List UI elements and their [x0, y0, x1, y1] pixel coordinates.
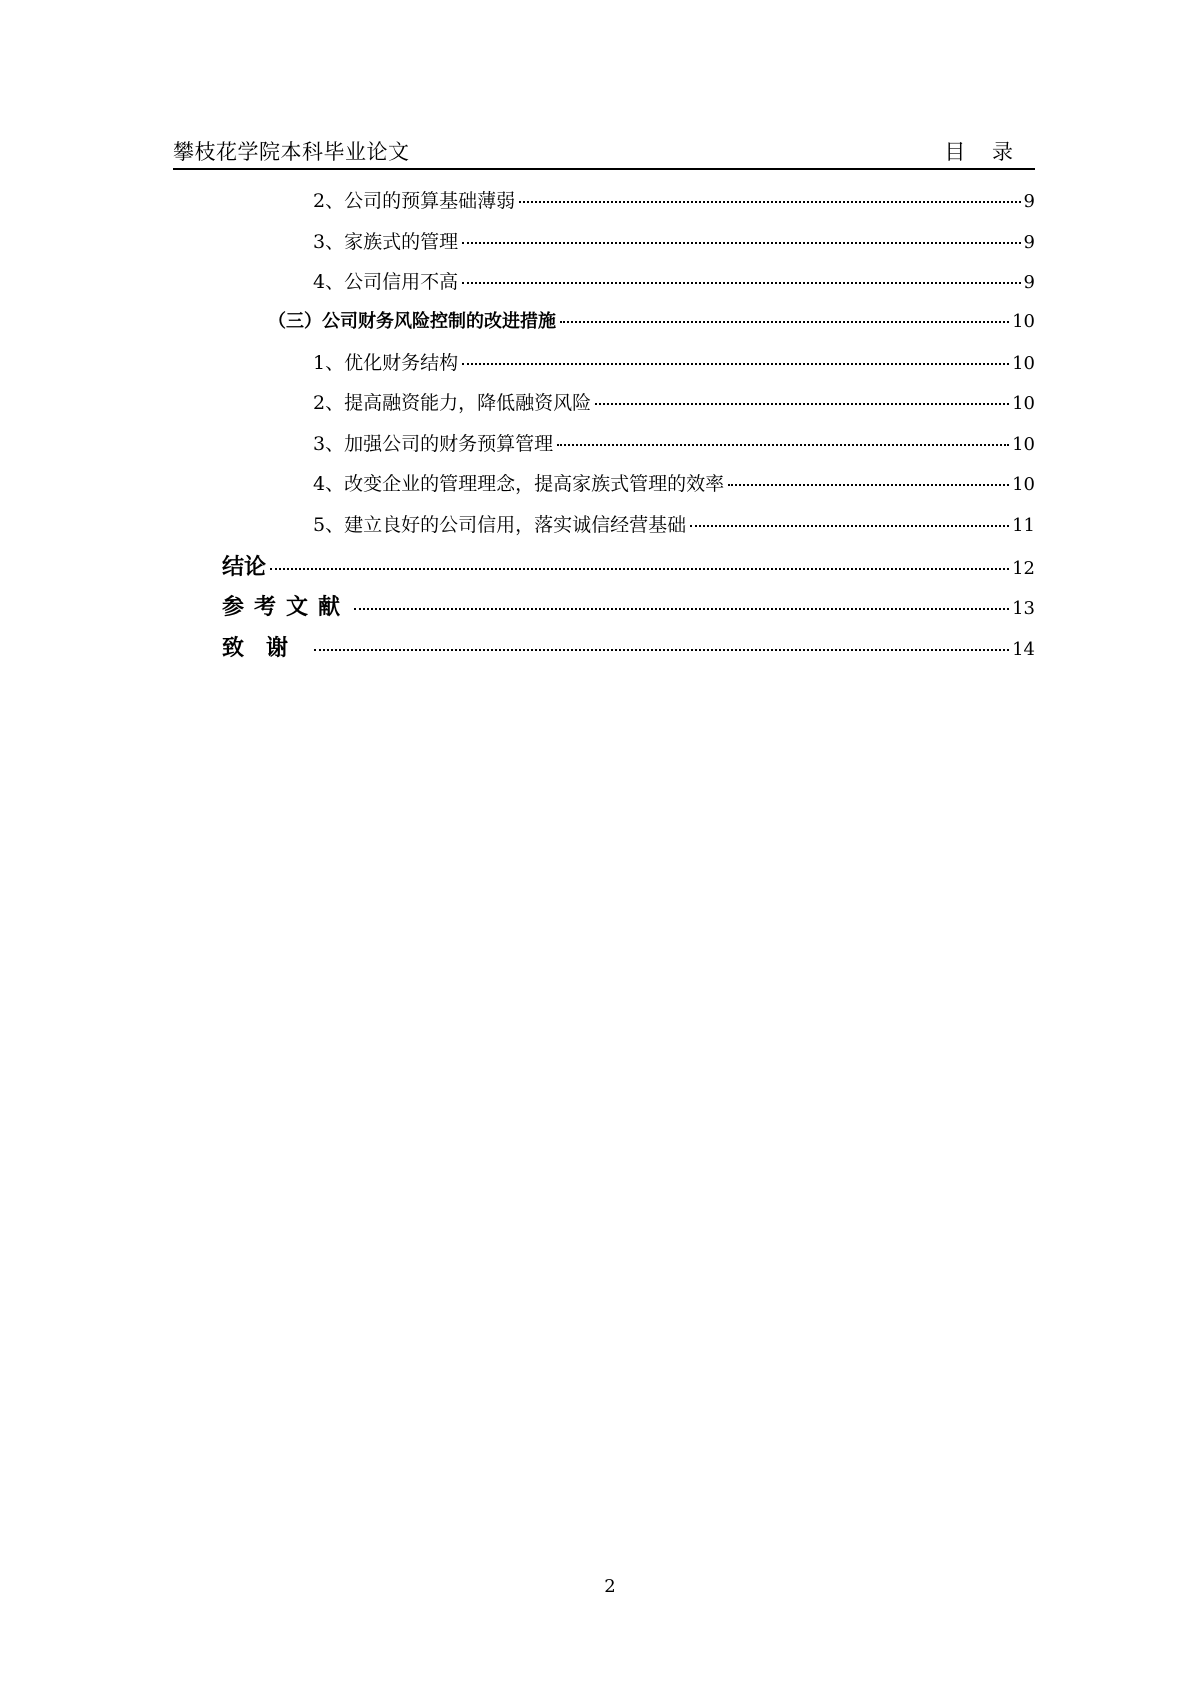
toc-page-number: 14 — [1012, 639, 1035, 660]
toc-entry-label: 结论 — [222, 555, 267, 580]
toc-page-number: 10 — [1012, 311, 1035, 332]
toc-page-number: 9 — [1023, 272, 1035, 293]
toc-leader — [595, 403, 1009, 405]
header-section: 目 录 — [944, 140, 1023, 164]
page-number: 2 — [604, 1576, 616, 1597]
toc-entry[interactable] — [313, 388, 1035, 418]
toc-leader — [462, 363, 1009, 365]
toc-entry[interactable] — [313, 469, 1035, 499]
toc-entry[interactable] — [268, 307, 1035, 337]
toc-page-number: 13 — [1012, 598, 1035, 619]
toc-entry-label: 2、公司的预算基础薄弱 — [313, 190, 516, 212]
toc-leader — [557, 444, 1009, 446]
toc-page-number: 10 — [1012, 393, 1035, 414]
toc-entry-label: （三）公司财务风险控制的改进措施 — [268, 311, 556, 332]
toc-entry-label: 3、加强公司的财务预算管理 — [313, 433, 554, 455]
toc-entry[interactable] — [313, 429, 1035, 459]
page-header — [173, 136, 1035, 170]
toc-entry-conclusion[interactable] — [222, 550, 1035, 580]
toc-leader — [462, 242, 1020, 244]
toc-leader — [728, 484, 1009, 486]
toc-page-number: 10 — [1012, 353, 1035, 374]
toc-entry-acknowledgements[interactable] — [222, 631, 1035, 661]
toc-page-number: 10 — [1012, 434, 1035, 455]
toc-page-number: 12 — [1012, 558, 1035, 579]
toc-page-number: 9 — [1023, 191, 1035, 212]
toc-entry[interactable] — [313, 348, 1035, 378]
toc-entry-label: 5、建立良好的公司信用，落实诚信经营基础 — [313, 514, 687, 536]
toc-entry[interactable] — [313, 510, 1035, 540]
toc-leader — [270, 568, 1009, 570]
toc-entry-label: 3、家族式的管理 — [313, 231, 459, 253]
toc-entry[interactable] — [313, 227, 1035, 257]
toc-entry[interactable] — [313, 186, 1035, 216]
header-title: 攀枝花学院本科毕业论文 — [173, 140, 410, 164]
toc-page-number: 9 — [1023, 232, 1035, 253]
toc-leader — [462, 282, 1020, 284]
toc-entry-label: 4、公司信用不高 — [313, 271, 459, 293]
toc-entry-label: 参考文献 — [222, 595, 351, 620]
toc-leader — [690, 525, 1009, 527]
toc-entry[interactable] — [313, 267, 1035, 297]
toc-leader — [560, 321, 1009, 323]
toc-leader — [314, 649, 1009, 651]
toc-page-number: 11 — [1012, 515, 1035, 536]
toc-entry-references[interactable] — [222, 590, 1035, 620]
toc-leader — [519, 201, 1020, 203]
toc-page-number: 10 — [1012, 474, 1035, 495]
toc-entry-label: 2、提高融资能力，降低融资风险 — [313, 392, 592, 414]
toc-leader — [354, 608, 1009, 610]
toc-entry-label: 1、优化财务结构 — [313, 352, 459, 374]
toc-entry-label: 4、改变企业的管理理念，提高家族式管理的效率 — [313, 473, 725, 495]
toc-entry-label: 致谢 — [222, 636, 311, 661]
